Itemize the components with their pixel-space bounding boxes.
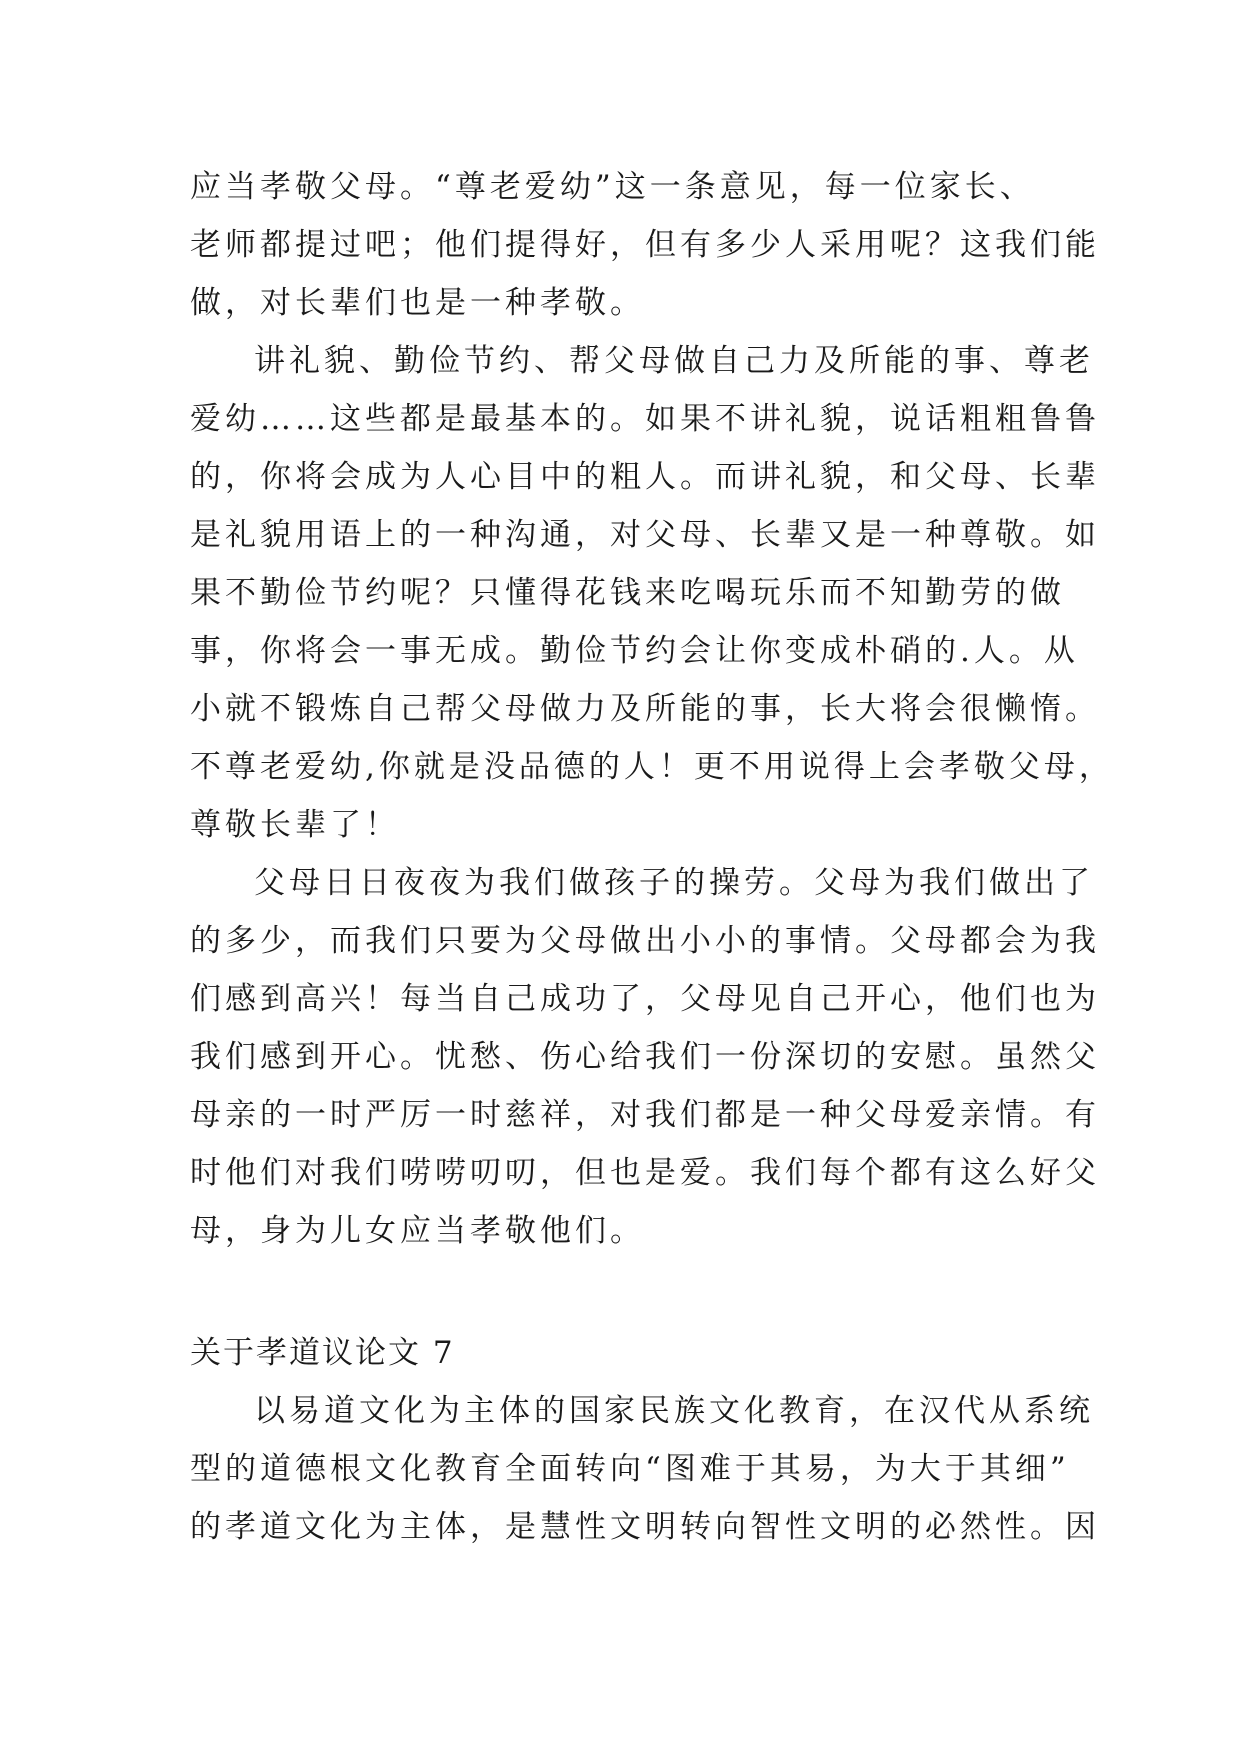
- text-line: 不尊老爱幼,你就是没品德的人！更不用说得上会孝敬父母，: [190, 749, 1114, 785]
- text-line: 的孝道文化为主体，是慧性文明转向智性文明的必然性。因: [190, 1509, 1100, 1545]
- section-spacer: [190, 1260, 1070, 1324]
- text-line: 以易道文化为主体的国家民族文化教育，在汉代从系统: [254, 1393, 1094, 1429]
- text-line: 事，你将会一事无成。勤俭节约会让你变成朴硝的.人。从: [190, 633, 1079, 669]
- text-line: 爱幼……这些都是最基本的。如果不讲礼貌，说话粗粗鲁鲁: [190, 401, 1100, 437]
- text-line: 母，身为儿女应当孝敬他们。: [190, 1213, 645, 1249]
- text-line: 小就不锻炼自己帮父母做力及所能的事，长大将会很懒惰。: [190, 691, 1100, 727]
- text-line: 父母日日夜夜为我们做孩子的操劳。父母为我们做出了: [254, 865, 1094, 901]
- text-line: 做，对长辈们也是一种孝敬。: [190, 285, 645, 321]
- text-line: 果不勤俭节约呢？只懂得花钱来吃喝玩乐而不知勤劳的做: [190, 575, 1065, 611]
- paragraph-1: [190, 158, 1100, 332]
- document-body: [190, 158, 1114, 1556]
- paragraph-3: [190, 854, 1100, 1260]
- text-line: 我们感到开心。忧愁、伤心给我们一份深切的安慰。虽然父: [190, 1039, 1100, 1075]
- text-line: 母亲的一时严厉一时慈祥，对我们都是一种父母爱亲情。有: [190, 1097, 1100, 1133]
- paragraph-2: [190, 332, 1114, 854]
- paragraph-4: [190, 1382, 1100, 1556]
- text-line: 老师都提过吧；他们提得好，但有多少人采用呢？这我们能: [190, 227, 1100, 263]
- text-line: 型的道德根文化教育全面转向“图难于其易，为大于其细”: [190, 1451, 1070, 1487]
- text-line: 应当孝敬父母。“尊老爱幼”这一条意见，每一位家长、: [190, 169, 1035, 205]
- text-line: 的多少，而我们只要为父母做出小小的事情。父母都会为我: [190, 923, 1100, 959]
- text-line: 讲礼貌、勤俭节约、帮父母做自己力及所能的事、尊老: [254, 343, 1094, 379]
- section-heading: 关于孝道议论文 7: [190, 1335, 455, 1371]
- text-line: 是礼貌用语上的一种沟通，对父母、长辈又是一种尊敬。如: [190, 517, 1100, 553]
- text-line: 时他们对我们唠唠叨叨，但也是爱。我们每个都有这么好父: [190, 1155, 1100, 1191]
- text-line: 尊敬长辈了！: [190, 807, 400, 843]
- text-line: 的，你将会成为人心目中的粗人。而讲礼貌，和父母、长辈: [190, 459, 1100, 495]
- text-line: 们感到高兴！每当自己成功了，父母见自己开心，他们也为: [190, 981, 1100, 1017]
